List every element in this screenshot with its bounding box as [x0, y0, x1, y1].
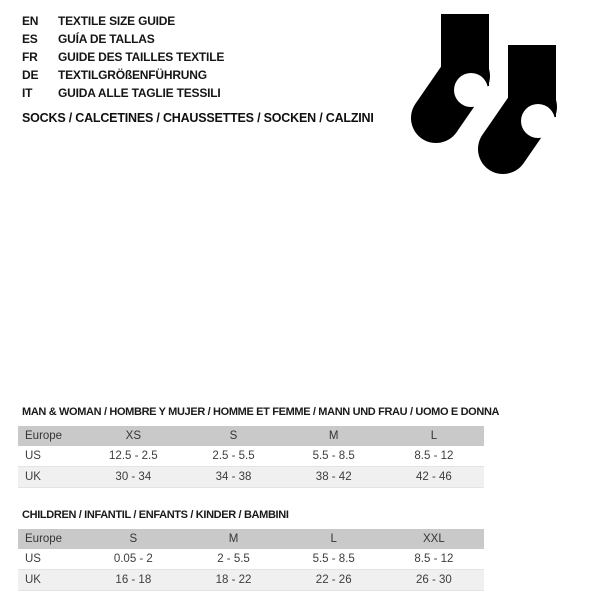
size-value: 12.5 - 2.5: [109, 450, 158, 462]
row-label: UK: [25, 471, 41, 483]
language-row: [22, 12, 224, 30]
table-row: [18, 549, 484, 570]
table-row: [18, 467, 484, 488]
column-header: M: [328, 430, 339, 442]
size-value: 5.5 - 8.5: [312, 450, 355, 462]
size-value: 8.5 - 12: [414, 553, 454, 565]
column-header: S: [129, 533, 138, 545]
column-header: M: [228, 533, 239, 545]
size-value: 22 - 26: [315, 574, 352, 586]
language-label: TEXTILE SIZE GUIDE: [58, 14, 176, 28]
language-label: GUIDA ALLE TAGLIE TESSILI: [58, 86, 221, 100]
category-line: SOCKS / CALCETINES / CHAUSSETTES / SOCKEN / CALZINI: [22, 111, 374, 125]
language-row: [22, 30, 224, 48]
size-table-section-children: [18, 509, 484, 591]
size-value: 38 - 42: [315, 471, 352, 483]
table-row: [18, 446, 484, 467]
size-table-section-man-woman: [18, 406, 500, 488]
language-code: ES: [22, 32, 38, 46]
language-row: [22, 48, 224, 66]
language-row: [22, 84, 224, 102]
size-table: [18, 426, 484, 488]
size-table-header-row: [18, 426, 484, 446]
size-table-title: CHILDREN / INFANTIL / ENFANTS / KINDER / BAMBINI: [22, 509, 289, 521]
size-value: 18 - 22: [215, 574, 252, 586]
sock-front: [503, 40, 561, 149]
column-header: XS: [125, 430, 141, 442]
language-code: DE: [22, 68, 39, 82]
column-header: L: [330, 533, 337, 545]
column-header: L: [430, 430, 438, 442]
size-value: 30 - 34: [115, 471, 152, 483]
size-table-header-row: [18, 529, 484, 549]
size-value: 2.5 - 5.5: [212, 450, 255, 462]
language-row: [22, 66, 224, 84]
table-row: [18, 570, 484, 591]
row-label: US: [25, 450, 41, 462]
language-code: IT: [22, 86, 33, 100]
size-value: 8.5 - 12: [414, 450, 454, 462]
socks-icon: [403, 8, 573, 183]
language-code: EN: [22, 14, 39, 28]
column-header: Europe: [25, 533, 63, 545]
column-header: XXL: [423, 533, 445, 545]
size-value: 26 - 30: [415, 574, 452, 586]
size-value: 5.5 - 8.5: [312, 553, 355, 565]
size-table-title: MAN & WOMAN / HOMBRE Y MUJER / HOMME ET FEMME / MANN UND FRAU / UOMO E DONNA: [22, 406, 500, 418]
language-code: FR: [22, 50, 38, 64]
size-value: 0.05 - 2: [113, 553, 153, 565]
row-label: UK: [25, 574, 41, 586]
column-header: Europe: [25, 430, 63, 442]
language-label: GUIDE DES TAILLES TEXTILE: [58, 50, 225, 64]
size-table: [18, 529, 484, 591]
language-list: [22, 12, 224, 102]
size-value: 2 - 5.5: [217, 553, 250, 565]
size-value: 16 - 18: [115, 574, 152, 586]
sock-back: [436, 14, 489, 118]
size-value: 34 - 38: [215, 471, 252, 483]
language-label: GUÍA DE TALLAS: [58, 32, 155, 46]
size-value: 42 - 46: [415, 471, 452, 483]
row-label: US: [25, 553, 41, 565]
language-label: TEXTILGRÖßENFÜHRUNG: [58, 68, 207, 82]
column-header: S: [229, 430, 238, 442]
